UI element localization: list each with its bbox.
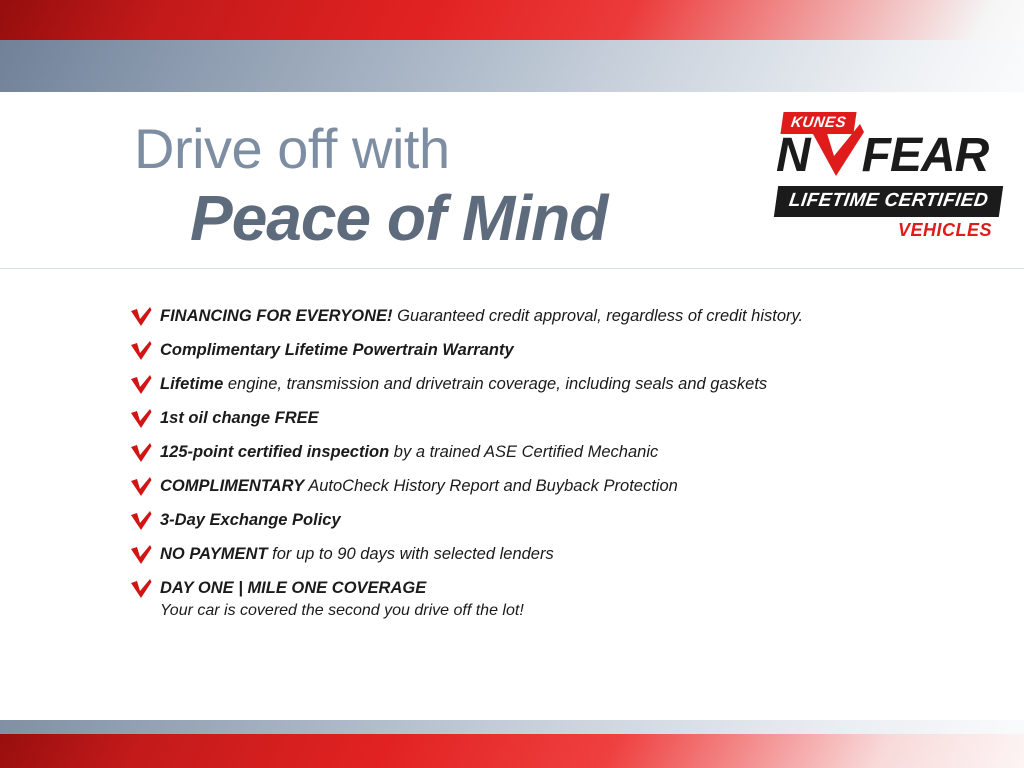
benefit-bold: 3-Day Exchange Policy bbox=[160, 511, 341, 529]
list-item bbox=[130, 510, 930, 531]
headline-line-2: Peace of Mind bbox=[190, 181, 608, 254]
benefit-text bbox=[160, 544, 554, 565]
check-mark-icon bbox=[130, 409, 152, 429]
benefit-text bbox=[160, 510, 341, 531]
benefit-bold: Complimentary Lifetime Powertrain Warranty bbox=[160, 341, 514, 359]
check-mark-icon bbox=[130, 545, 152, 565]
benefit-bold: 125-point certified inspection bbox=[160, 443, 390, 461]
top-red-slab bbox=[0, 0, 1024, 40]
check-mark-icon bbox=[130, 341, 152, 361]
headline-line-1: Drive off with bbox=[134, 117, 450, 180]
logo-vehicles-text: VEHICLES bbox=[897, 220, 992, 240]
logo-no-fear-n: N bbox=[776, 129, 810, 182]
top-grey-slab bbox=[0, 40, 1024, 92]
list-item bbox=[130, 340, 930, 361]
benefit-bold: COMPLIMENTARY bbox=[160, 477, 305, 495]
benefit-text bbox=[160, 374, 767, 395]
benefit-rest: AutoCheck History Report and Buyback Protection bbox=[304, 477, 678, 495]
kunes-no-fear-logo bbox=[772, 110, 1004, 250]
top-red-stripe bbox=[0, 0, 1024, 40]
list-item bbox=[130, 578, 930, 622]
benefit-text bbox=[160, 306, 803, 327]
logo-kunes-tag: KUNES bbox=[780, 112, 856, 134]
check-mark-icon bbox=[130, 511, 152, 531]
logo-lifetime-certified-banner: LIFETIME CERTIFIED bbox=[774, 186, 1003, 217]
headline-divider bbox=[0, 268, 1024, 269]
list-item bbox=[130, 306, 930, 327]
benefit-text bbox=[160, 408, 319, 429]
benefit-text bbox=[160, 340, 514, 361]
benefit-rest: engine, transmission and drivetrain coverage, including seals and gaskets bbox=[223, 375, 768, 393]
benefits-list bbox=[130, 306, 930, 635]
check-mark-icon bbox=[130, 477, 152, 497]
benefit-bold: FINANCING FOR EVERYONE! bbox=[160, 307, 393, 325]
benefit-bold: 1st oil change FREE bbox=[160, 409, 319, 427]
list-item bbox=[130, 408, 930, 429]
benefit-text bbox=[160, 476, 678, 497]
benefit-text bbox=[160, 579, 426, 597]
list-item bbox=[130, 442, 930, 463]
list-item bbox=[130, 374, 930, 395]
benefit-text-group bbox=[160, 578, 524, 622]
list-item bbox=[130, 544, 930, 565]
benefit-rest: by a trained ASE Certified Mechanic bbox=[389, 443, 659, 461]
top-decorative-band bbox=[0, 0, 1024, 92]
check-mark-icon bbox=[130, 443, 152, 463]
logo-no-fear-wordmark bbox=[776, 129, 989, 182]
benefit-text bbox=[160, 442, 658, 463]
bottom-decorative-band bbox=[0, 708, 1024, 768]
headline-block bbox=[134, 117, 754, 254]
check-mark-icon bbox=[810, 122, 866, 180]
check-mark-icon bbox=[130, 375, 152, 395]
benefit-rest: Guaranteed credit approval, regardless of credit history. bbox=[392, 307, 804, 325]
benefit-bold: NO PAYMENT bbox=[160, 545, 268, 563]
benefit-bold: Lifetime bbox=[160, 375, 224, 393]
logo-no-fear-fear: FEAR bbox=[861, 129, 989, 182]
benefit-rest: for up to 90 days with selected lenders bbox=[267, 545, 554, 563]
check-mark-icon bbox=[130, 579, 152, 599]
benefit-subtext: Your car is covered the second you drive off the lot! bbox=[160, 601, 524, 619]
bottom-red-slab bbox=[0, 734, 1024, 768]
top-grey-stripe bbox=[0, 40, 1024, 92]
check-mark-icon bbox=[130, 307, 152, 327]
benefit-bold: DAY ONE | MILE ONE COVERAGE bbox=[160, 579, 427, 597]
list-item bbox=[130, 476, 930, 497]
